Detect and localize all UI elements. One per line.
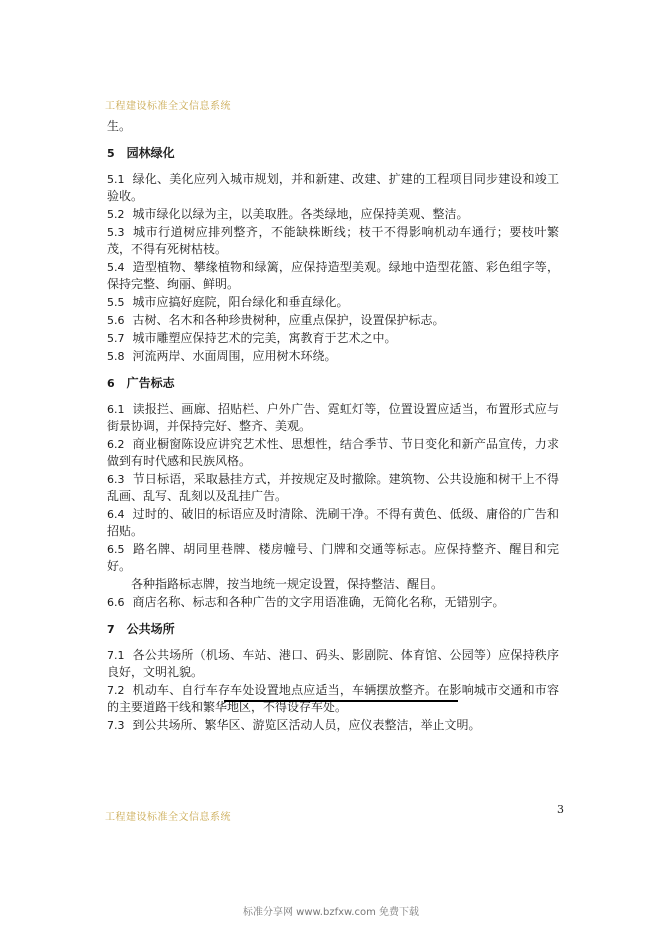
footer-text: 标准分享网 www.bzfxw.com 免费下载 (243, 907, 419, 918)
section-heading: 6 广告标志 (107, 376, 175, 390)
clause-6-6: 6.6 商店名称、标志和各种广告的文字用语准确，无简化名称，无错别字。 (107, 595, 505, 609)
page-number: 3 (557, 803, 564, 816)
clause-6-4: 6.4 过时的、破旧的标语应及时清除、洗刷干净。不得有黄色、低级、庸俗的广告和招贴。 (107, 507, 559, 538)
section-heading: 7 公共场所 (107, 622, 175, 636)
clause-5-8: 5.8 河流两岸、水面周围，应用树木环绕。 (107, 349, 337, 363)
clause-5-2: 5.2 城市绿化以绿为主，以美取胜。各类绿地，应保持美观、整洁。 (107, 207, 469, 221)
clause-6-2: 6.2 商业橱窗陈设应讲究艺术性、思想性，结合季节、节日变化和新产品宣传，力求做到有时代感和民族风格。 (107, 437, 559, 468)
clause-6-5-extra: 各种指路标志牌，按当地统一规定设置，保持整洁、醒目。 (131, 577, 444, 591)
lead-text: 生。 (107, 119, 132, 133)
clause-7-2: 7.2 机动车、自行车存车处设置地点应适当，车辆摆放整齐。在影响城市交通和市容的主要道路干线和繁华地区，不得设存车处。 (107, 683, 559, 714)
clause-5-3: 5.3 城市行道树应排列整齐，不能缺株断线；枝干不得影响机动车通行；要枝叶繁茂，不得有死树枯枝。 (107, 225, 559, 256)
clause-5-5: 5.5 城市应搞好庭院，阳台绿化和垂直绿化。 (107, 295, 349, 309)
clause-5-4: 5.4 造型植物、攀缘植物和绿篱，应保持造型美观。绿地中造型花篮、彩色组字等，保持完整、绚丽、鲜明。 (107, 260, 559, 291)
clause-5-6: 5.6 古树、名木和各种珍贵树种，应重点保护，设置保护标志。 (107, 313, 445, 327)
end-rule (224, 700, 458, 702)
clause-6-1: 6.1 读报拦、画廊、招贴栏、户外广告、霓虹灯等，位置设置应适当，布置形式应与街景协调，并保持完好、整齐、美观。 (107, 402, 559, 433)
document-body (107, 118, 559, 735)
watermark-top: 工程建设标准全文信息系统 (105, 101, 231, 112)
clause-5-1: 5.1 绿化、美化应列入城市规划，并和新建、改建、扩建的工程项目同步建设和竣工验收。 (107, 172, 559, 203)
clause-7-1: 7.1 各公共场所（机场、车站、港口、码头、影剧院、体育馆、公园等）应保持秩序良好，文明礼貌。 (107, 648, 559, 679)
clause-6-3: 6.3 节日标语，采取悬挂方式，并按规定及时撤除。建筑物、公共设施和树干上不得乱画、乱写、乱刻以及乱挂广告。 (107, 472, 559, 503)
clause-7-3: 7.3 到公共场所、繁华区、游览区活动人员，应仪表整洁，举止文明。 (107, 718, 481, 732)
section-heading: 5 园林绿化 (107, 146, 175, 160)
clause-5-7: 5.7 城市雕塑应保持艺术的完美，寓教育于艺术之中。 (107, 331, 397, 345)
watermark-bottom: 工程建设标准全文信息系统 (105, 812, 231, 823)
clause-6-5: 6.5 路名牌、胡同里巷牌、楼房幢号、门牌和交通等标志。应保持整齐、醒目和完好。 (107, 542, 559, 573)
